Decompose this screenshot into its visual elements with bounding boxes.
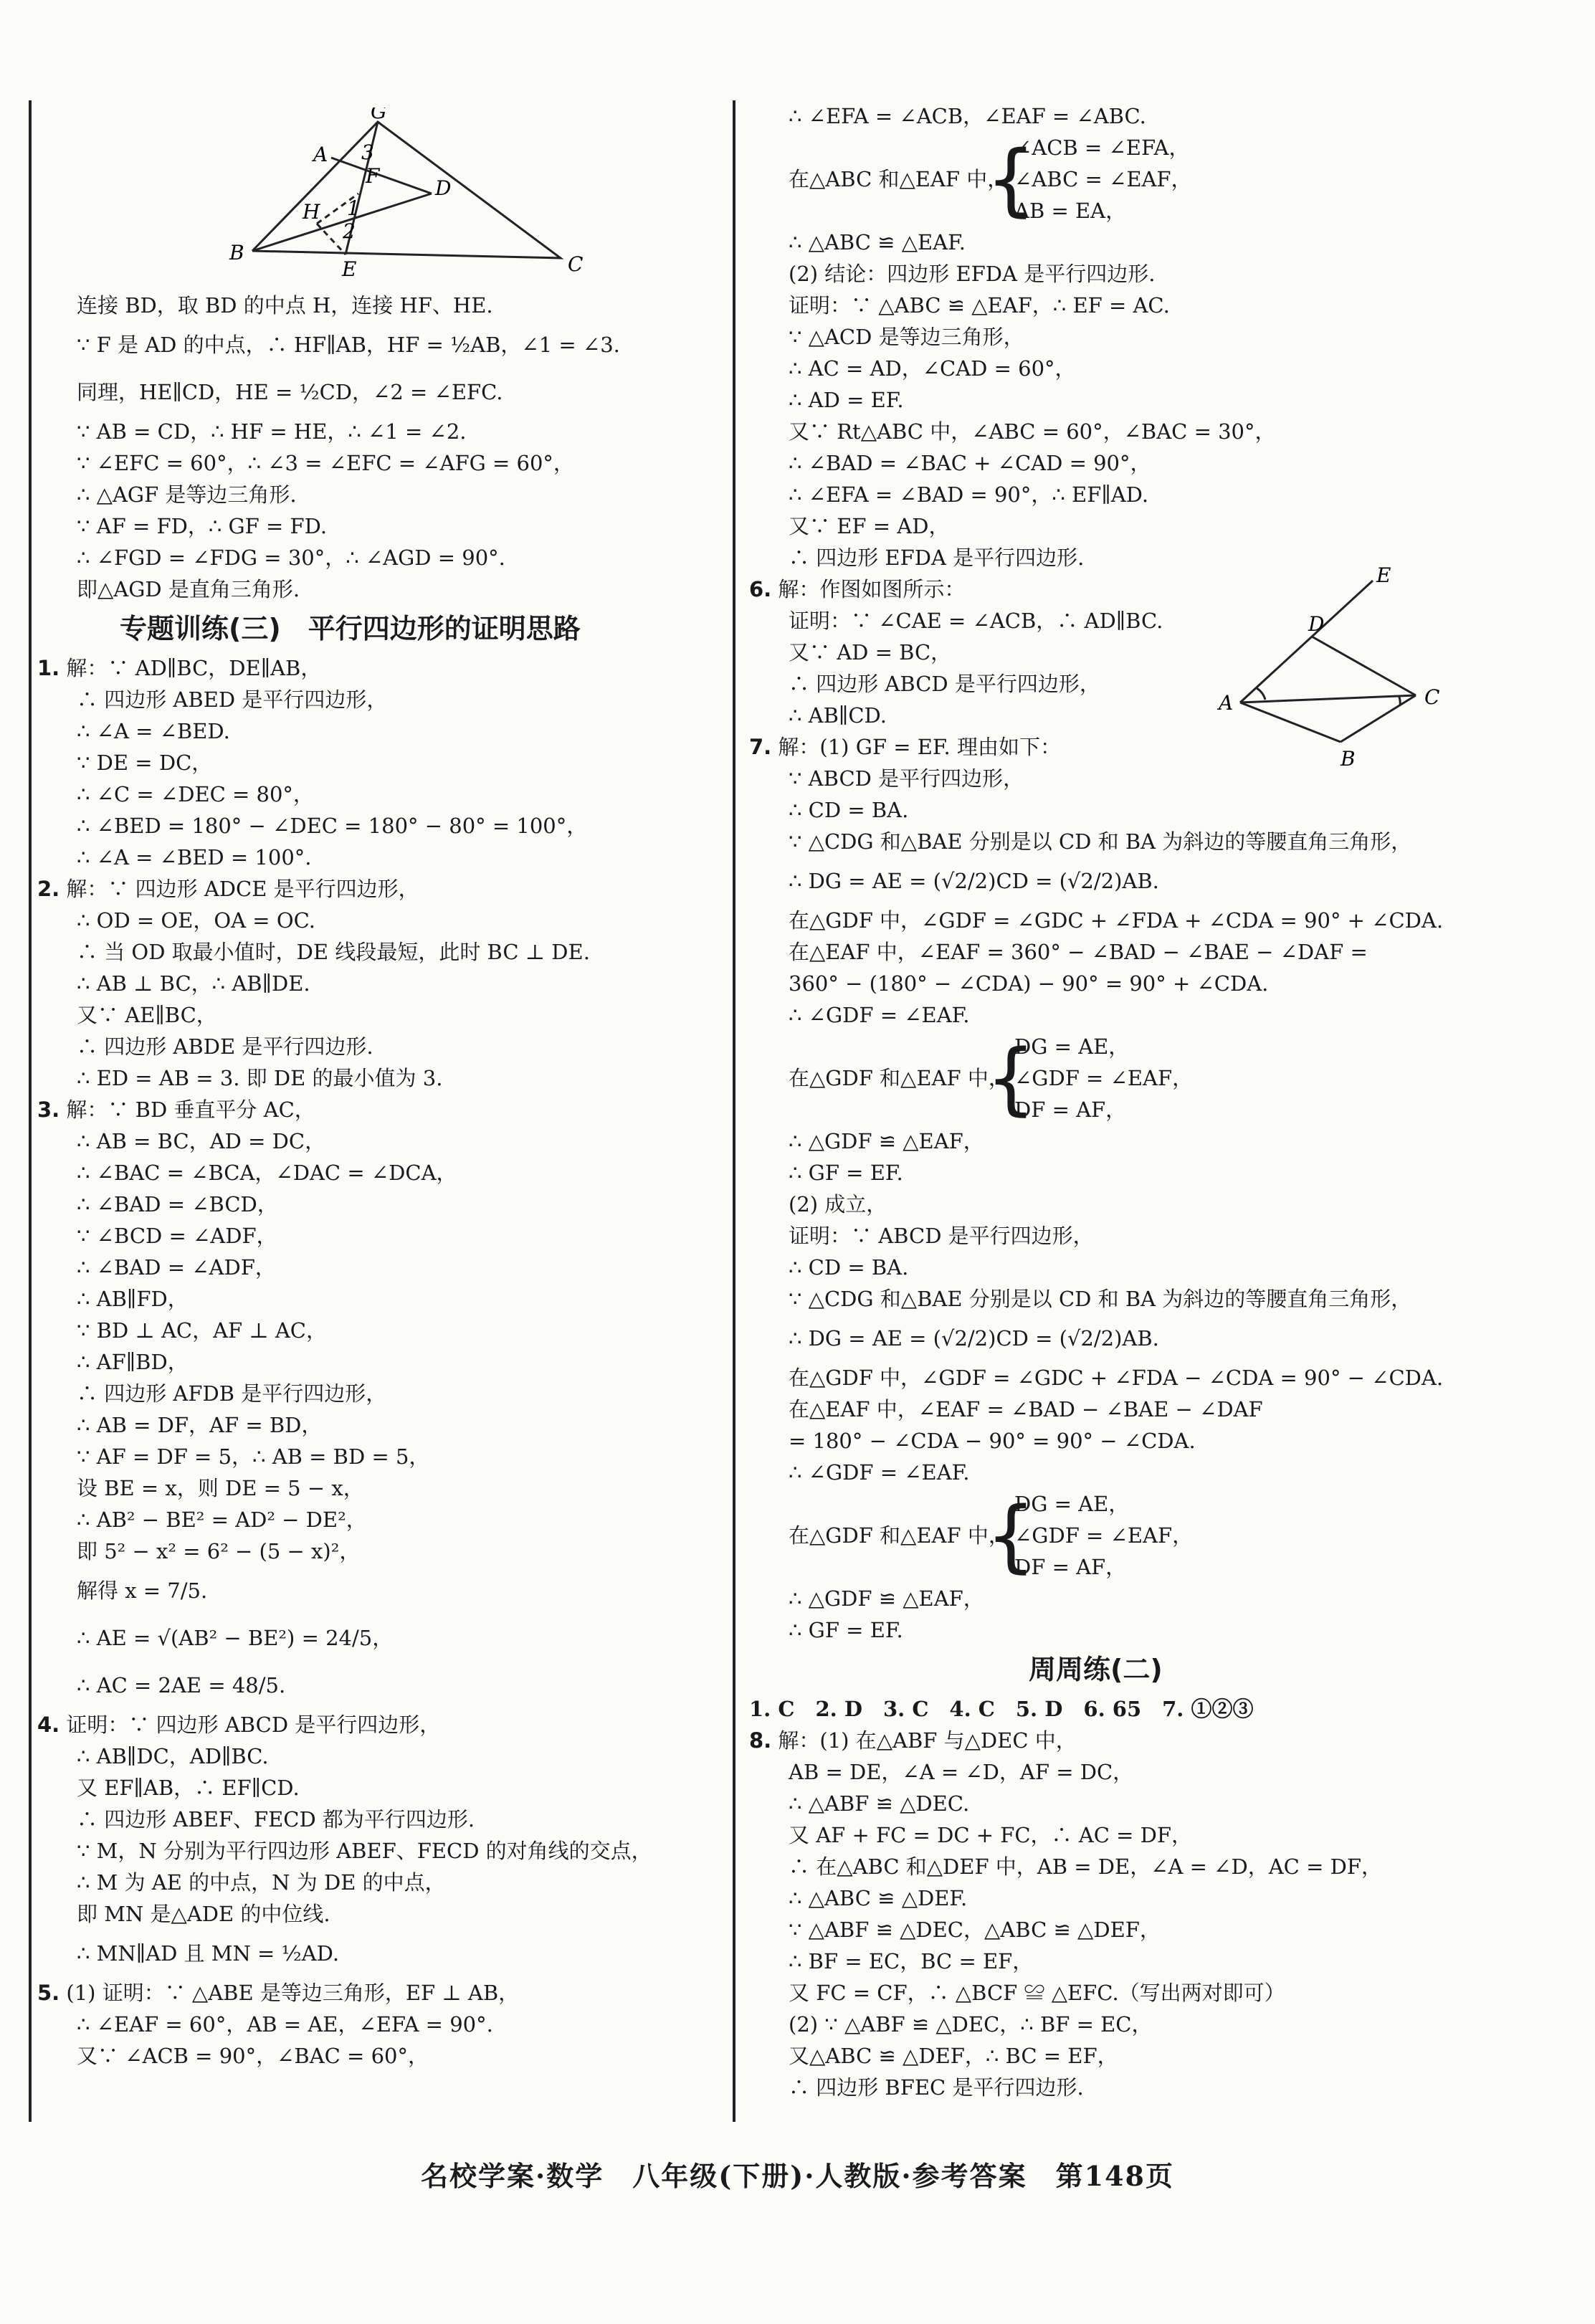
brace-line: ∠ABC = ∠EAF， [1014,167,1192,191]
text-line: 证明：∵ ABCD 是平行四边形， [789,1224,1094,1248]
brace-line: DF = AF， [1014,1555,1127,1579]
text-line: ∴ ∠GDF = ∠EAF. [789,1460,970,1485]
text-line: ∵ △CDG 和△BAE 分别是以 CD 和 BA 为斜边的等腰直角三角形， [789,1287,1412,1311]
brace-block-abc-eaf [749,132,1545,227]
page-footer: 名校学案·数学 八年级(下册)·人教版·参考答案 第148页 [421,2160,1174,2192]
question-8: 8. 解：(1) 在△ABF 与△DEC 中， [749,1728,1077,1753]
text-line: 又 EF∥AB，∴ EF∥CD. [77,1776,300,1800]
label-2: 2 [343,219,356,243]
text-line: = 180° − ∠CDA − 90° = 90° − ∠CDA. [789,1429,1196,1453]
text-line: 解得 x = 7/5. [77,1578,208,1603]
label-A: A [313,143,328,166]
brace-line: DG = AE， [1014,1034,1130,1059]
text-line: ∴ AB = BC，AD = DC， [77,1129,326,1153]
text-line: ∵ M，N 分别为平行四边形 ABEF、FECD 的对角线的交点， [77,1839,652,1863]
text-line: ∴ △GDF ≌ △EAF， [789,1586,984,1611]
text-line: 又∵ EF = AD， [789,514,950,538]
text-line: ∴ ∠A = ∠BED. [77,719,230,743]
text-line: ∵ ABCD 是平行四边形， [789,766,1024,791]
text-line: ∴ △AGF 是等边三角形. [77,482,297,507]
question-number: 7. [749,735,772,759]
text-line: ∵ DE = DC， [77,751,213,775]
brace-line: DF = AF， [1014,1097,1127,1122]
label-E: E [342,257,357,281]
text-line: ∴ 四边形 EFDA 是平行四边形. [789,546,1085,570]
text-line: AB = DE，∠A = ∠D，AF = DC， [789,1760,1134,1784]
text-line: 又 FC = CF，∴ △BCF ≌ △EFC.（写出两对即可） [789,1981,1285,2005]
question-number: 1. [37,656,60,680]
question-number: 2. [37,877,60,901]
brace-line: ∠GDF = ∠EAF， [1014,1066,1194,1090]
text-line: 同理，HE∥CD，HE = ½CD，∠2 = ∠EFC. [77,380,503,404]
text-line: ∴ ∠FGD = ∠FDG = 30°，∴ ∠AGD = 90°. [77,546,505,570]
label-A: A [1219,691,1234,715]
brace-line: AB = EA， [1014,199,1127,223]
text-line: ∴ △ABC ≌ △DEF. [789,1886,968,1910]
question-1: 1. 解：∵ AD∥BC，DE∥AB， [37,656,322,680]
text-line: ∴ 四边形 ABCD 是平行四边形， [789,672,1100,696]
choice-answers: 1. C 2. D 3. C 4. C 5. D 6. 65 7. ①②③ [749,1697,1254,1721]
text-line: ∴ DG = AE = (√2/2)CD = (√2/2)AB. [789,869,1159,893]
text-line: 即△AGD 是直角三角形. [77,577,300,601]
section-title-special-training: 专题训练(三) 平行四边形的证明思路 [120,613,581,644]
text-line: ∴ ∠EAF = 60°，AB = AE，∠EFA = 90°. [77,2012,493,2037]
text-line: ∴ OD = OE，OA = OC. [77,908,315,933]
text-line: 在△GDF 中，∠GDF = ∠GDC + ∠FDA − ∠CDA = 90° − ∠CDA. [789,1366,1444,1390]
brace-prefix: 在△GDF 和△EAF 中， [789,1523,1009,1548]
text-line: ∴ GF = EF. [789,1618,903,1642]
text-line: ∴ AF∥BD， [77,1350,189,1374]
label-3: 3 [361,141,374,164]
text-line: ∴ 四边形 ABEF、FECD 都为平行四边形. [77,1807,475,1832]
label-D: D [1308,612,1325,636]
question-7: 7. 解：(1) GF = EF. 理由如下： [749,735,1061,759]
text-line: ∴ AC = AD，∠CAD = 60°， [789,356,1076,381]
label-C: C [568,252,584,276]
brace-line: ∠GDF = ∠EAF， [1014,1523,1194,1548]
brace-symbol: { [986,1490,1036,1581]
brace-prefix: 在△ABC 和△EAF 中， [789,167,1009,191]
text-line: 又∵ Rt△ABC 中，∠ABC = 60°，∠BAC = 30°， [789,419,1276,444]
text-line: ∵ ∠BCD = ∠ADF， [77,1224,277,1248]
text-line: 又 AF + FC = DC + FC，∴ AC = DF， [789,1823,1193,1847]
text-line: 又∵ AD = BC， [789,640,952,665]
text-line: ∴ 当 OD 取最小值时，DE 线段最短，此时 BC ⊥ DE. [77,940,590,964]
text-line: ∴ ∠C = ∠DEC = 80°， [77,782,314,806]
label-D: D [435,176,452,200]
text-line: 连接 BD，取 BD 的中点 H，连接 HF、HE. [77,293,493,318]
label-C: C [1424,685,1440,709]
text-line: ∴ AB = DF，AF = BD， [77,1413,323,1437]
right-column [749,100,1545,2103]
text-line: ∴ ED = AB = 3. 即 DE 的最小值为 3. [77,1066,443,1090]
text-line: ∴ 四边形 BFEC 是平行四边形. [789,2075,1084,2100]
text-line: ∴ GF = EF. [789,1161,903,1185]
text-line: ∵ ∠EFC = 60°，∴ ∠3 = ∠EFC = ∠AFG = 60°， [77,451,574,475]
text-line: ∴ ∠A = ∠BED = 100°. [77,845,312,870]
text-line: ∴ CD = BA. [789,1255,909,1280]
triangle-figure [202,108,632,294]
text-line: 又∵ AE∥BC， [77,1003,217,1027]
text-line: 在△EAF 中，∠EAF = ∠BAD − ∠BAE − ∠DAF [789,1397,1263,1421]
label-F: F [366,164,380,188]
text-line: 又∵ ∠ACB = 90°，∠BAC = 60°， [77,2044,429,2068]
text-line: ∴ ∠EFA = ∠BAD = 90°，∴ EF∥AD. [789,482,1149,507]
question-number: 3. [37,1097,60,1122]
text-line: ∴ △ABC ≌ △EAF. [789,230,966,254]
text-line: ∴ BF = EC，BC = EF， [789,1949,1034,1973]
text-line: 360° − (180° − ∠CDA) − 90° = 90° + ∠CDA. [789,971,1269,996]
text-line: ∴ ∠BAC = ∠BCA，∠DAC = ∠DCA， [77,1161,457,1185]
text-line: ∴ M 为 AE 的中点，N 为 DE 的中点， [77,1870,446,1895]
brace-symbol: { [986,133,1036,225]
text-line: ∴ AE = √(AB² − BE²) = 24/5， [77,1626,394,1650]
text-line: ∴ AB∥DC，AD∥BC. [77,1744,269,1768]
text-line: ∴ AB∥FD， [77,1287,189,1311]
text-line: (2) ∵ △ABF ≌ △DEC，∴ BF = EC， [789,2012,1153,2037]
text-line: ∴ △GDF ≌ △EAF， [789,1129,984,1153]
brace-block-gdf-eaf-1 [749,1031,1545,1125]
text-line: ∵ F 是 AD 的中点，∴ HF∥AB，HF = ½AB，∠1 = ∠3. [77,333,620,357]
brace-prefix: 在△GDF 和△EAF 中， [789,1066,1009,1090]
brace-line: ∠ACB = ∠EFA， [1014,135,1190,160]
text-line: 在△GDF 中，∠GDF = ∠GDC + ∠FDA + ∠CDA = 90° + ∠CDA. [789,908,1444,933]
question-5: 5. (1) 证明：∵ △ABE 是等边三角形，EF ⊥ AB， [37,1981,520,2005]
brace-block-gdf-eaf-2 [749,1488,1545,1583]
text-line: 即 5² − x² = 6² − (5 − x)²， [77,1539,361,1563]
text-line: ∵ BD ⊥ AC，AF ⊥ AC， [77,1318,327,1343]
text-line: ∵ AB = CD，∴ HF = HE，∴ ∠1 = ∠2. [77,419,467,444]
section-title-weekly-practice: 周周练(二) [1029,1654,1163,1685]
question-3: 3. 解：∵ BD 垂直平分 AC， [37,1097,315,1122]
text-line: ∴ AB ⊥ BC，∴ AB∥DE. [77,971,310,996]
question-6: 6. 解：作图如图所示： [749,577,966,601]
text-line: (2) 结论：四边形 EFDA 是平行四边形. [789,262,1156,286]
text-line: ∵ AF = FD，∴ GF = FD. [77,514,328,538]
text-line: ∵ △ABF ≌ △DEC，△ABC ≌ △DEF， [789,1918,1161,1942]
text-line: ∴ AB∥CD. [789,703,887,728]
question-number: 8. [749,1728,772,1753]
label-E: E [1376,566,1391,587]
left-margin-rule [29,100,32,2122]
left-column [37,100,754,2072]
text-line: 即 MN 是△ADE 的中位线. [77,1902,330,1926]
text-line: ∴ CD = BA. [789,798,909,822]
question-number: 5. [37,1981,60,2005]
text-line: ∴ DG = AE = (√2/2)CD = (√2/2)AB. [789,1326,1159,1351]
text-line: 又△ABC ≌ △DEF，∴ BC = EF， [789,2044,1118,2068]
label-H: H [303,200,320,224]
text-line: ∴ 四边形 AFDB 是平行四边形， [77,1381,387,1406]
text-line: ∴ MN∥AD 且 MN = ½AD. [77,1941,340,1966]
label-B: B [1341,747,1356,771]
text-line: ∴ ∠BAD = ∠BCD， [77,1192,278,1216]
brace-line: DG = AE， [1014,1492,1130,1516]
question-number: 4. [37,1713,60,1737]
text-line: (2) 成立， [789,1192,887,1216]
text-line: ∴ 在△ABC 和△DEF 中，AB = DE，∠A = ∠D，AC = DF， [789,1854,1382,1879]
text-line: 设 BE = x，则 DE = 5 − x， [77,1476,364,1500]
text-line: ∴ 四边形 ABED 是平行四边形， [77,687,388,712]
text-line: ∵ △ACD 是等边三角形， [789,325,1024,349]
question-4: 4. 证明：∵ 四边形 ABCD 是平行四边形， [37,1713,441,1737]
question-number: 6. [749,577,772,601]
text-line: ∴ ∠GDF = ∠EAF. [789,1003,970,1027]
text-line: ∴ ∠BAD = ∠BAC + ∠CAD = 90°， [789,451,1151,475]
text-line: 证明：∵ △ABC ≌ △EAF，∴ EF = AC. [789,293,1170,318]
question-2: 2. 解：∵ 四边形 ADCE 是平行四边形， [37,877,419,901]
label-1: 1 [347,196,360,220]
text-line: ∴ 四边形 ABDE 是平行四边形. [77,1034,373,1059]
brace-symbol: { [986,1032,1036,1124]
text-line: ∴ AD = EF. [789,388,904,412]
text-line: 在△EAF 中，∠EAF = 360° − ∠BAD − ∠BAE − ∠DAF = [789,940,1368,964]
text-line: ∴ AB² − BE² = AD² − DE²， [77,1508,367,1532]
text-line: ∴ △ABF ≌ △DEC. [789,1791,970,1816]
text-line: ∴ ∠EFA = ∠ACB，∠EAF = ∠ABC. [789,104,1146,128]
text-line: ∴ ∠BED = 180° − ∠DEC = 180° − 80° = 100°， [77,814,588,838]
text-line: ∵ AF = DF = 5，∴ AB = BD = 5， [77,1444,430,1469]
label-B: B [229,241,244,265]
text-line: ∴ ∠BAD = ∠ADF， [77,1255,276,1280]
text-line: ∴ AC = 2AE = 48/5. [77,1673,286,1697]
text-line: 证明：∵ ∠CAE = ∠ACB，∴ AD∥BC. [789,609,1163,633]
text-line: ∵ △CDG 和△BAE 分别是以 CD 和 BA 为斜边的等腰直角三角形， [789,829,1412,854]
label-G: G [371,108,387,123]
